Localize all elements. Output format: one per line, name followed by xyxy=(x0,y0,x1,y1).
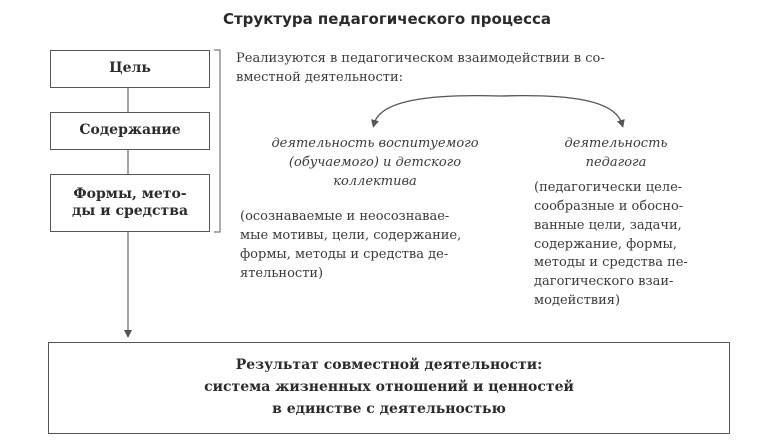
result-box xyxy=(48,342,730,434)
learner-desc-line-3: формы, методы и средства де- xyxy=(240,246,449,262)
learner-heading-line-1: деятельность воспитуемого xyxy=(271,136,479,151)
result-line-1: Результат совместной деятельности: xyxy=(235,357,543,374)
teacher-activity-heading xyxy=(532,135,700,173)
learner-desc-line-4: ятельности) xyxy=(240,265,324,281)
branch-arrow-left xyxy=(374,96,500,124)
result-line-2: система жизненных отношений и ценностей xyxy=(204,379,574,396)
learner-activity-description xyxy=(240,208,512,283)
branch-arrow-right xyxy=(500,96,622,124)
teacher-desc-line-7: модействия) xyxy=(534,293,621,309)
teacher-desc-line-4: содержание, формы, xyxy=(534,236,678,252)
teacher-desc-line-2: сообразные и обосно- xyxy=(534,198,684,214)
learner-desc-line-1: (осознаваемые и неосознавае- xyxy=(240,209,450,224)
forms-box xyxy=(50,174,210,232)
learner-heading-line-2: (обучаемого) и детского xyxy=(288,154,462,170)
teacher-heading-line-1: деятельность xyxy=(564,136,668,151)
content-box xyxy=(50,112,210,150)
intro-line-1: Реализуются в педагогическом взаимодействии в со- xyxy=(236,51,605,66)
teacher-desc-line-5: методы и средства пе- xyxy=(534,255,688,271)
goal-box xyxy=(50,50,210,88)
learner-heading-line-3: коллектива xyxy=(333,173,417,189)
learner-desc-line-2: мые мотивы, цели, содержание, xyxy=(240,227,462,243)
intro-text xyxy=(236,50,716,88)
content-label: Содержание xyxy=(79,122,181,139)
group-bracket xyxy=(214,50,220,232)
result-line-3: в единстве с деятельностью xyxy=(272,400,506,417)
goal-label: Цель xyxy=(109,60,151,77)
teacher-activity-description xyxy=(534,179,704,311)
teacher-heading-line-2: педагога xyxy=(585,154,647,170)
diagram-title: Структура педагогического процесса xyxy=(222,10,552,28)
teacher-desc-line-1: (педагогически целе- xyxy=(534,180,683,195)
forms-label-line2: ды и средства xyxy=(71,203,189,219)
intro-line-2: вместной деятельности: xyxy=(236,69,404,85)
teacher-desc-line-3: ванные цели, задачи, xyxy=(534,217,682,233)
forms-label-line1: Формы, мето- xyxy=(73,185,187,202)
learner-activity-heading xyxy=(238,135,512,192)
teacher-desc-line-6: дагогического взаи- xyxy=(534,274,674,290)
